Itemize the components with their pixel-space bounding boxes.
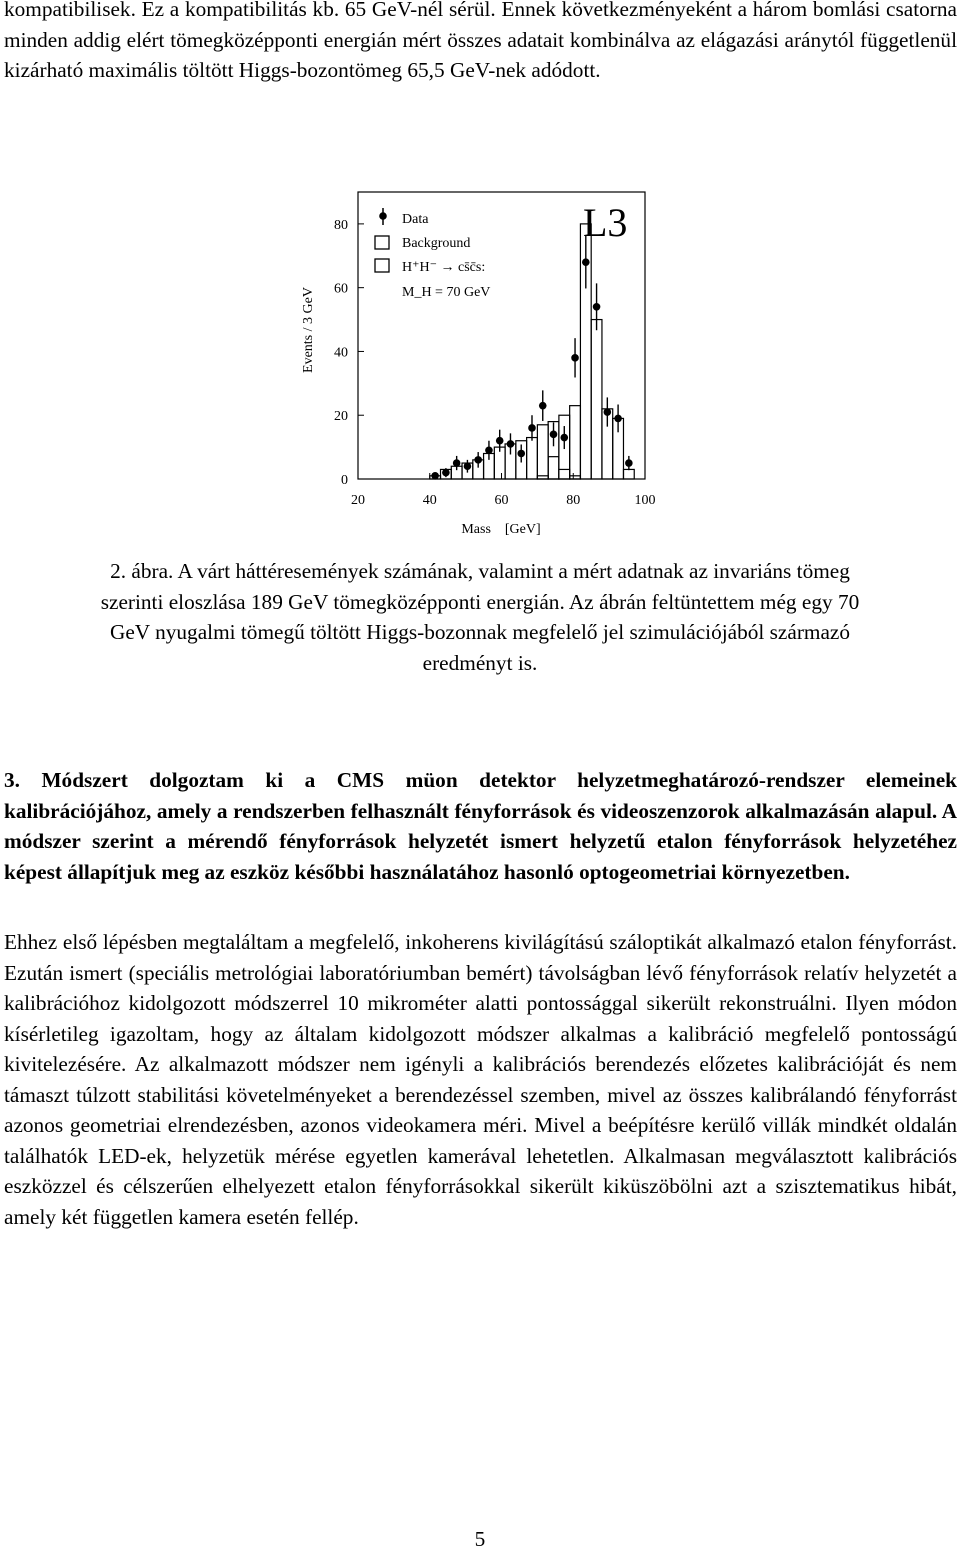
- caption-text: A várt háttéresemények számának, valamint a mért adatnak az invariáns tömeg szerinti eloszlása 189 GeV tömegközépponti energián. Az ábrán feltüntettem még egy 70 GeV nyugalmi tömegű töltött Higgs-bozonnak megfelelő jel szimulációjából származó eredményt is.: [100, 559, 860, 675]
- x-tick-label: 80: [566, 493, 581, 508]
- x-axis-label: Mass [GeV]: [461, 522, 541, 537]
- x-axis: [351, 473, 656, 508]
- x-tick-label: 20: [351, 493, 365, 508]
- intro-paragraph: kompatibilisek. Ez a kompatibilitás kb. 65 GeV-nél sérül. Ennek következményeként a három bomlási csatorna minden addig elért tömegközépponti energián mért összes adatait kombinálva az elágazási aránytól függetlenül kizárható maximális töltött Higgs-bozontömeg 65,5 GeV-nek adódott.: [4, 0, 957, 82]
- experiment-label: L3: [583, 200, 628, 245]
- data-point: [604, 408, 612, 416]
- data-point: [496, 437, 504, 445]
- histogram-bar: [591, 320, 602, 479]
- data-point: [539, 402, 547, 410]
- histogram-bar: [494, 447, 505, 479]
- thesis-bold-paragraph: 3. Módszert dolgoztam ki a CMS müon detektor helyzetmeghatározó-rendszer elemeinek kalibrációjához, amely a rendszerben felhasznált fényforrások és videoszenzorok alkalmazásán alapul. A módszer szerint a mérendő fényforrások helyzetét ismert helyzetű etalon fényforrások helyzetéhez képest állapítjuk meg az eszköz későbbi használatához hasonló optogeometriai környezetben.: [4, 768, 957, 884]
- data-point: [560, 434, 568, 442]
- histogram-bar: [570, 406, 581, 479]
- body-paragraph: Ehhez első lépésben megtaláltam a megfelelő, inkoherens kivilágítású száloptikát alkalmazó etalon fényforrást. Ezután ismert (speciális metrológiai laboratóriumban bemért) távolságban lévő fényforrások relatív helyzetét a kalibrációhoz kidolgozott módszerrel 10 mikrométer alatti pontossággal sikerült rekonstruálni. Ilyen módon kísérletileg igazoltam, hogy az általam kidolgozott módszer alkalmas a kalibráció megfelelő pontosságú kivitelezésére. Az alkalmazott módszer nem igényli a kalibrációs berendezés előzetes kalibrációját és nem támaszt túlzott stabilitási követelményeket a berendezéssel szemben, mivel az összes kalibrálandó fényforrást azonos geometriai elrendezésben, azonos videokamera méri. Mivel a beépítésre kerülő villák mindkét oldalán találhatók LED-ek, helyzetük mérése egyetlen kamerával lehetetlen. Alkalmasan megválasztott kalibrációs eszközzel és célszerűen elhelyezett etalon fényforrásokkal sikerült kiküszöbölni azt a szisztematikus hibát, amely két független kamera esetén fellép.: [4, 930, 957, 1229]
- legend: [375, 208, 490, 300]
- data-point: [431, 472, 439, 480]
- histogram-bar: [537, 476, 548, 479]
- histogram-bar: [570, 476, 581, 479]
- data-point: [528, 424, 536, 432]
- x-tick-label: 40: [422, 493, 437, 508]
- figure-caption: [100, 556, 860, 678]
- data-point: [474, 456, 482, 464]
- page-number: 5: [474, 1527, 486, 1551]
- legend-signal-label: H⁺H⁻ → cs̄c̄s:: [402, 260, 486, 275]
- histogram-bar: [623, 469, 634, 479]
- legend-signal-box: [375, 259, 389, 272]
- data-point: [593, 303, 601, 311]
- x-tick-label: 100: [634, 493, 656, 508]
- legend-data-label: Data: [402, 212, 429, 227]
- data-point: [582, 258, 590, 266]
- histogram-bar: [537, 425, 548, 479]
- data-point: [464, 462, 472, 470]
- legend-background-label: Background: [402, 236, 471, 251]
- legend-background-box: [375, 236, 389, 249]
- y-tick-label: 60: [334, 281, 348, 297]
- y-axis: [334, 218, 364, 488]
- data-point: [453, 459, 461, 467]
- y-tick-label: 0: [341, 473, 348, 488]
- data-point: [507, 440, 515, 448]
- legend-data-marker: [379, 212, 387, 220]
- histogram-bar: [548, 457, 559, 479]
- y-tick-label: 80: [334, 217, 348, 233]
- x-tick-label: 60: [494, 493, 509, 508]
- data-point: [485, 447, 493, 455]
- histogram-bar: [559, 469, 570, 479]
- caption-number: 2. ábra.: [110, 559, 174, 583]
- data-point: [517, 450, 525, 458]
- legend-signal-mass: M_H = 70 GeV: [402, 285, 491, 300]
- y-tick-label: 40: [334, 345, 348, 361]
- chart-svg: [290, 180, 670, 540]
- histogram-bar: [527, 438, 538, 479]
- y-axis-label: Events / 3 GeV: [301, 287, 316, 373]
- data-point: [442, 469, 450, 477]
- data-point: [614, 415, 622, 423]
- figure-histogram: [290, 180, 670, 540]
- y-tick-label: 20: [334, 409, 348, 425]
- data-point: [550, 431, 558, 439]
- data-point: [571, 354, 579, 362]
- data-point: [625, 459, 633, 467]
